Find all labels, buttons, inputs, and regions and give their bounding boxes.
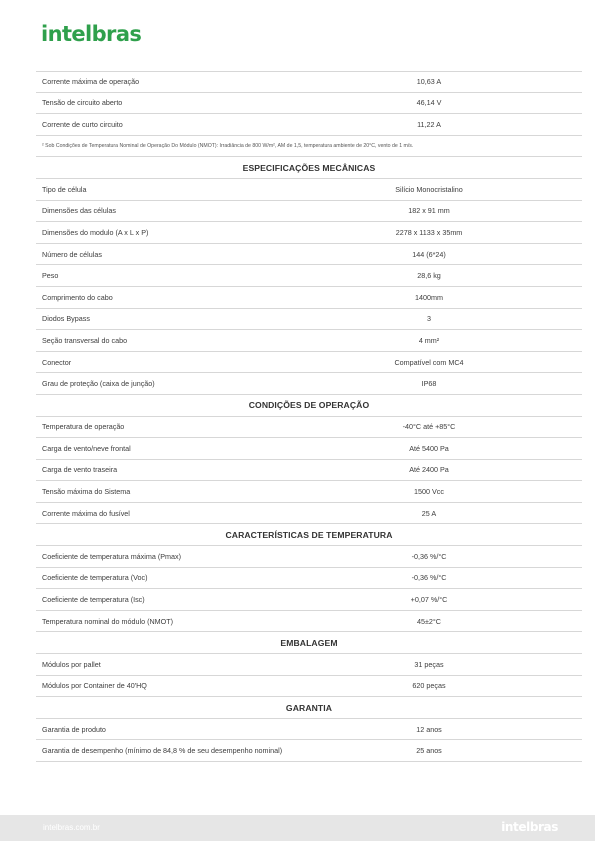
row-label: Temperatura de operação — [42, 422, 125, 432]
website-link[interactable]: intelbras.com.br — [43, 823, 100, 832]
row-label: Dimensões das células — [42, 206, 116, 216]
section-title-mechanical: ESPECIFICAÇÕES MECÂNICAS — [36, 157, 582, 179]
row-value: 11,22 A — [417, 119, 441, 129]
row-label: Garantia de produto — [42, 724, 106, 734]
row-value: Até 2400 Pa — [409, 465, 449, 475]
row-label: Diodos Bypass — [42, 314, 90, 324]
row-value: 28,6 kg — [417, 271, 441, 281]
table-row — [36, 222, 582, 244]
table-row — [36, 352, 582, 374]
row-label: Corrente de curto circuito — [42, 119, 123, 129]
row-value: 1400mm — [415, 292, 443, 302]
row-value: Silício Monocristalino — [395, 184, 463, 194]
table-row — [36, 568, 582, 590]
nmot-footnote: ² Sob Condições de Temperatura Nominal de Operação Do Módulo (NMOT): Irradiância de 800 W/m², AM de 1,5, temperatura ambiente de 20°C, vento de 1 m/s. — [36, 136, 582, 158]
row-value: 45±2°C — [416, 616, 441, 626]
row-value: 25 anos — [416, 746, 442, 756]
row-value: Compatível com MC4 — [394, 357, 464, 367]
row-label: Tensão máxima do Sistema — [42, 487, 131, 497]
table-row — [36, 265, 582, 287]
row-value: 182 x 91 mm — [408, 206, 450, 216]
table-row — [36, 309, 582, 331]
row-value: 12 anos — [416, 724, 442, 734]
section-title-temperature: CARACTERÍSTICAS DE TEMPERATURA — [36, 524, 582, 546]
table-row — [36, 740, 582, 762]
section-title-packaging: EMBALAGEM — [36, 632, 582, 654]
row-value: 2278 x 1133 x 35mm — [395, 227, 463, 237]
table-row — [36, 481, 582, 503]
row-value: 46,14 V — [416, 98, 442, 108]
row-value: 25 A — [421, 508, 437, 518]
row-label: Comprimento do cabo — [42, 292, 113, 302]
row-label: Carga de vento/neve frontal — [42, 443, 131, 453]
row-label: Dimensões do modulo (A x L x P) — [42, 227, 149, 237]
row-label: Módulos por pallet — [42, 659, 101, 669]
row-value: 31 peças — [414, 659, 444, 669]
table-row — [36, 179, 582, 201]
section-title-operation: CONDIÇÕES DE OPERAÇÃO — [36, 395, 582, 417]
section-title-warranty: GARANTIA — [36, 697, 582, 719]
table-row — [36, 654, 582, 676]
row-label: Seção transversal do cabo — [42, 335, 128, 345]
table-row — [36, 417, 582, 439]
brand-logo: intelbras — [41, 22, 142, 46]
table-row — [36, 244, 582, 266]
table-row — [36, 546, 582, 568]
row-value: 3 — [427, 314, 431, 324]
row-label: Coeficiente de temperatura (Isc) — [42, 595, 145, 605]
row-value: 620 peças — [412, 681, 446, 691]
table-row — [36, 114, 582, 136]
spec-table — [36, 71, 582, 762]
row-value: -0,36 %/°C — [411, 551, 447, 561]
row-label: Peso — [42, 271, 59, 281]
row-label: Garantia de desempenho (mínimo de 84,8 % de seu desempenho nominal) — [42, 746, 283, 756]
table-row — [36, 71, 582, 93]
table-row — [36, 676, 582, 698]
row-label: Corrente máxima do fusível — [42, 508, 130, 518]
row-value: +0,07 %/°C — [410, 595, 448, 605]
row-label: Coeficiente de temperatura (Voc) — [42, 573, 148, 583]
table-row — [36, 330, 582, 352]
row-label: Temperatura nominal do módulo (NMOT) — [42, 616, 174, 626]
electrical-rows — [36, 71, 582, 136]
row-value: 10,63 A — [416, 77, 442, 87]
row-value: -40°C até +85°C — [402, 422, 456, 432]
footer-brand-logo: intelbras — [501, 820, 558, 834]
row-value: Até 5400 Pa — [409, 443, 449, 453]
table-row — [36, 460, 582, 482]
row-value: IP68 — [421, 379, 437, 389]
row-label: Módulos por Container de 40'HQ — [42, 681, 147, 691]
row-label: Carga de vento traseira — [42, 465, 118, 475]
table-row — [36, 719, 582, 741]
row-value: 144 (6*24) — [412, 249, 446, 259]
row-label: Conector — [42, 357, 72, 367]
row-label: Corrente máxima de operação — [42, 77, 140, 87]
table-row — [36, 589, 582, 611]
row-label: Tensão de circuito aberto — [42, 98, 123, 108]
table-row — [36, 93, 582, 115]
row-label: Número de células — [42, 249, 102, 259]
row-value: 1500 Vcc — [414, 487, 444, 497]
page-footer — [0, 815, 595, 841]
row-label: Tipo de célula — [42, 184, 87, 194]
row-label: Grau de proteção (caixa de junção) — [42, 379, 155, 389]
table-row — [36, 611, 582, 633]
table-row — [36, 503, 582, 525]
table-row — [36, 438, 582, 460]
table-row — [36, 287, 582, 309]
row-label: Coeficiente de temperatura máxima (Pmax) — [42, 551, 182, 561]
table-row — [36, 373, 582, 395]
table-row — [36, 201, 582, 223]
row-value: -0,36 %/°C — [411, 573, 447, 583]
row-value: 4 mm² — [418, 335, 440, 345]
